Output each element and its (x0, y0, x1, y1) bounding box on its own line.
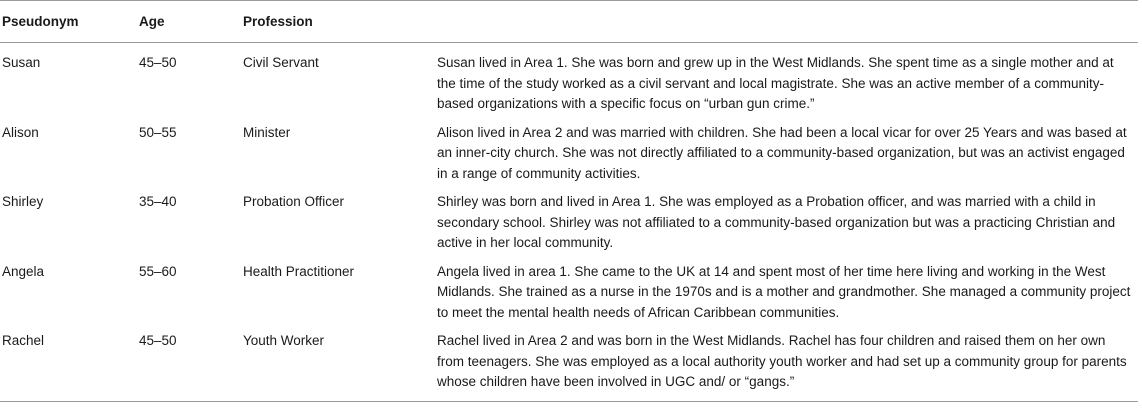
cell-age: 45–50 (123, 323, 241, 401)
cell-pseudonym: Shirley (2, 194, 44, 209)
table-row (0, 254, 1138, 324)
cell-age: 35–40 (139, 194, 177, 209)
header-description (437, 1, 1138, 43)
cell-description: Alison lived in Area 2 and was married with children. She had been a local vicar for over 25 Years and was based at an inner-city church. She was not directly affiliated to a community-based organization, but was an activist engaged in a range of community activities. (437, 124, 1127, 181)
cell-age: 45–50 (139, 55, 177, 70)
cell-age: 55–60 (139, 263, 177, 279)
cell-pseudonym: Susan (2, 55, 41, 70)
table-row (0, 323, 1138, 401)
cell-profession: Probation Officer (243, 194, 345, 209)
cell-pseudonym: Alison (2, 124, 39, 140)
table-row (0, 115, 1138, 185)
header-age: Age (123, 1, 241, 43)
cell-description: Susan lived in Area 1. She was born and grew up in the West Midlands. She spent time as a single mother and at the time of the study worked as a civil servant and local magistrate. She was an active member of a community-based organizations with a specific focus on “urban gun crime.” (437, 55, 1114, 111)
header-profession: Profession (241, 1, 437, 43)
cell-pseudonym: Angela (2, 263, 45, 279)
table-row (0, 43, 1138, 115)
cell-profession: Minister (243, 124, 291, 140)
cell-description: Rachel lived in Area 2 and was born in the West Midlands. Rachel has four children and raised them on her own from teenagers. She was employed as a local authority youth worker and had set up a community group for parents whose children have been involved in UGC and/ or “gangs.” (437, 323, 1138, 401)
cell-profession: Health Practitioner (243, 263, 355, 279)
cell-description: Angela lived in area 1. She came to the UK at 14 and spent most of her time here living and working in the West Midlands. She trained as a nurse in the 1970s and is a mother and grandmother. She managed a community project to meet the mental health needs of African Caribbean communities. (437, 263, 1131, 320)
cell-pseudonym: Rachel (0, 323, 123, 401)
cell-profession: Civil Servant (243, 55, 319, 70)
header-pseudonym: Pseudonym (0, 1, 123, 43)
cell-age: 50–55 (139, 124, 177, 140)
table-row (0, 184, 1138, 254)
cell-profession: Youth Worker (241, 323, 437, 401)
table-header-row (0, 1, 1138, 43)
cell-description: Shirley was born and lived in Area 1. She was employed as a Probation officer, and was married with a child in secondary school. Shirley was not affiliated to a community-based organization but was a practicing Christian and active in her local community. (437, 194, 1116, 250)
